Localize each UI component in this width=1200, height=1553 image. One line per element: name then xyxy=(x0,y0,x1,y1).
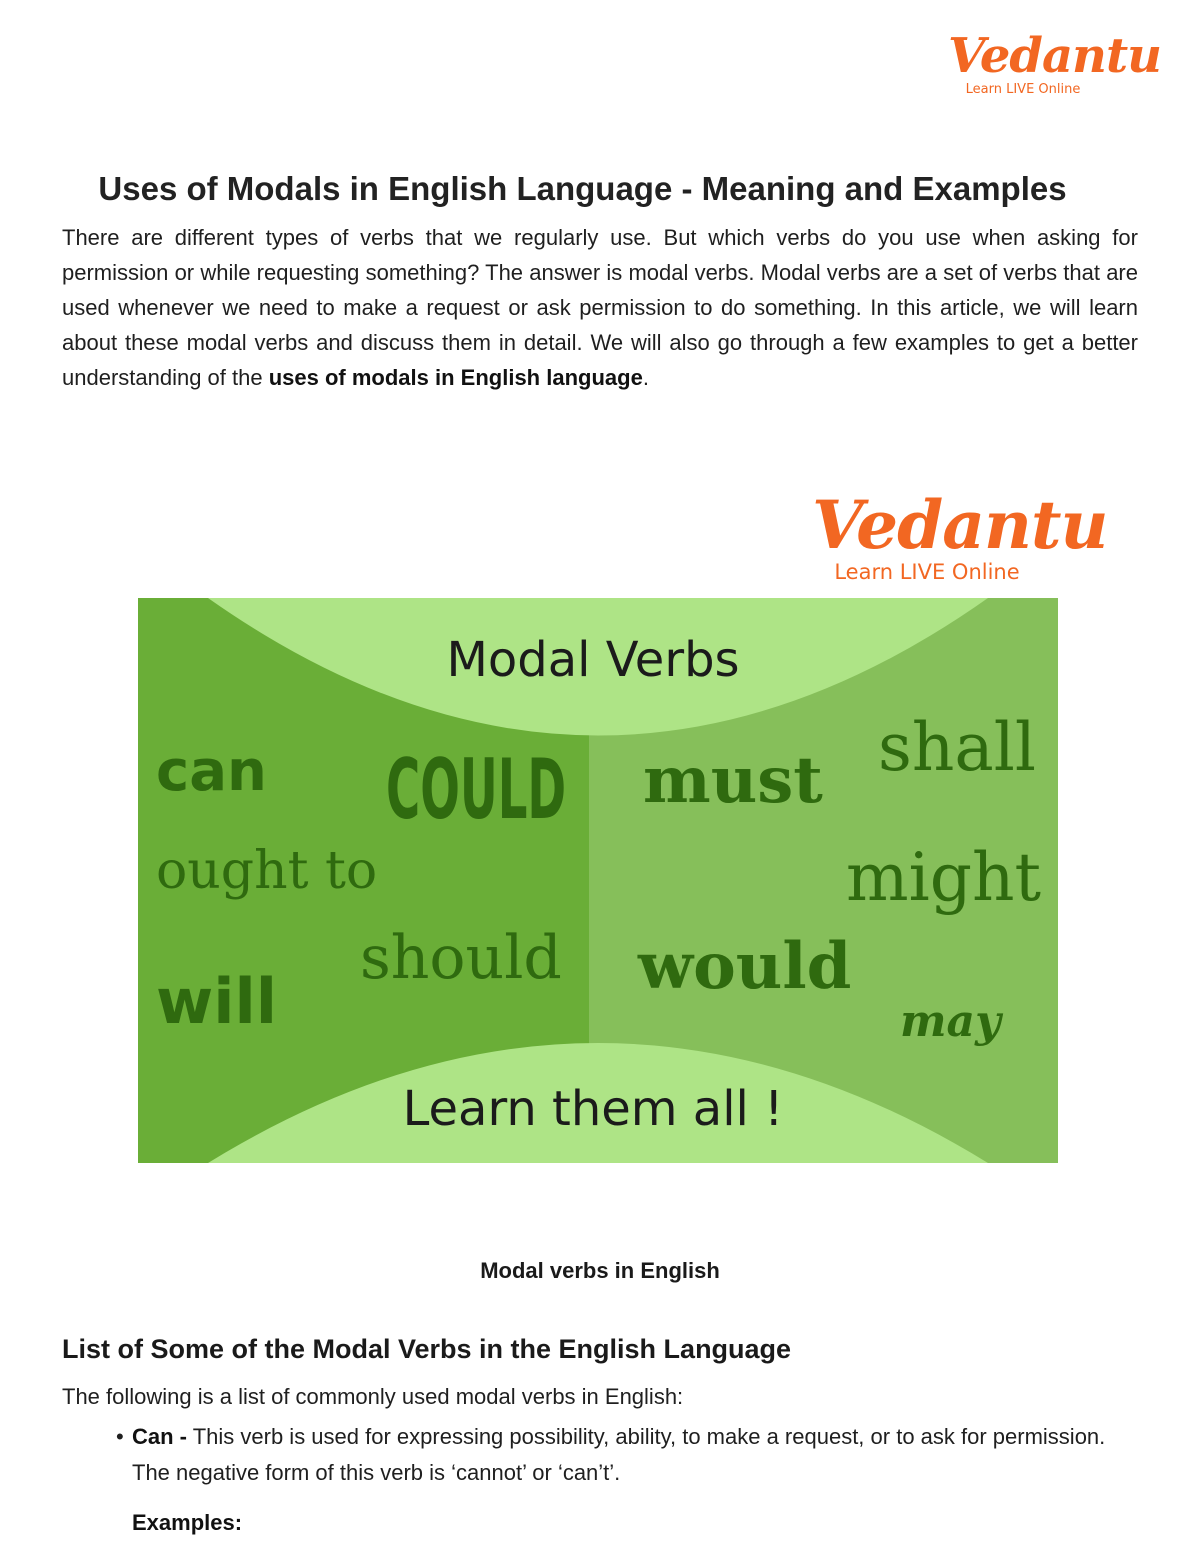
image-heading: Modal Verbs xyxy=(446,632,740,688)
image-logo-brand: Vedantu xyxy=(812,486,1108,564)
intro-paragraph xyxy=(62,220,1138,395)
word-ought-to: ought to xyxy=(156,841,378,901)
logo-tagline: Learn LIVE Online xyxy=(965,82,1081,97)
word-can: can xyxy=(156,739,267,804)
logo-brand: Vedantu xyxy=(948,28,1162,84)
intro-text: There are different types of verbs that we regularly use. But which verbs do you use when asking for permission or while requesting something? The answer is modal verbs. Modal verbs are a set of verbs that are used whenever we need to make a request or ask permission to do something. In this article, we will learn about these modal verbs and discuss them in detail. We will also go through a few examples to get a better understanding of the xyxy=(62,225,1138,390)
intro-end: . xyxy=(642,365,649,390)
word-could: COULD xyxy=(386,742,567,839)
list-item-can xyxy=(116,1419,1138,1491)
image-footer: Learn them all ! xyxy=(402,1081,784,1137)
examples-label: Examples: xyxy=(132,1510,243,1535)
list-item-term: Can - xyxy=(132,1424,187,1449)
figure-caption: Modal verbs in English xyxy=(480,1258,720,1283)
word-will: will xyxy=(156,965,278,1038)
word-shall: shall xyxy=(878,709,1036,786)
image-vedantu-logo xyxy=(812,486,1108,584)
vedantu-logo xyxy=(948,28,1162,98)
word-may: may xyxy=(900,996,1001,1047)
bullet-icon: • xyxy=(116,1424,124,1449)
section-lead: The following is a list of commonly used modal verbs in English: xyxy=(62,1384,684,1409)
word-might: might xyxy=(846,839,1041,916)
word-should: should xyxy=(360,923,562,993)
image-logo-tagline: Learn LIVE Online xyxy=(834,560,1020,584)
intro-bold-phrase: uses of modals in English language xyxy=(268,365,643,390)
section-heading: List of Some of the Modal Verbs in the English Language xyxy=(62,1334,792,1364)
list-item-text: This verb is used for expressing possibility, ability, to make a request, or to ask for permission. The negative form of this verb is ‘cannot’ or ‘can’t’. xyxy=(132,1424,1106,1485)
page-title: Uses of Modals in English Language - Meaning and Examples xyxy=(98,170,1067,207)
word-must: must xyxy=(643,743,823,818)
modal-verbs-image xyxy=(138,598,1058,1163)
word-would: would xyxy=(638,929,852,1004)
